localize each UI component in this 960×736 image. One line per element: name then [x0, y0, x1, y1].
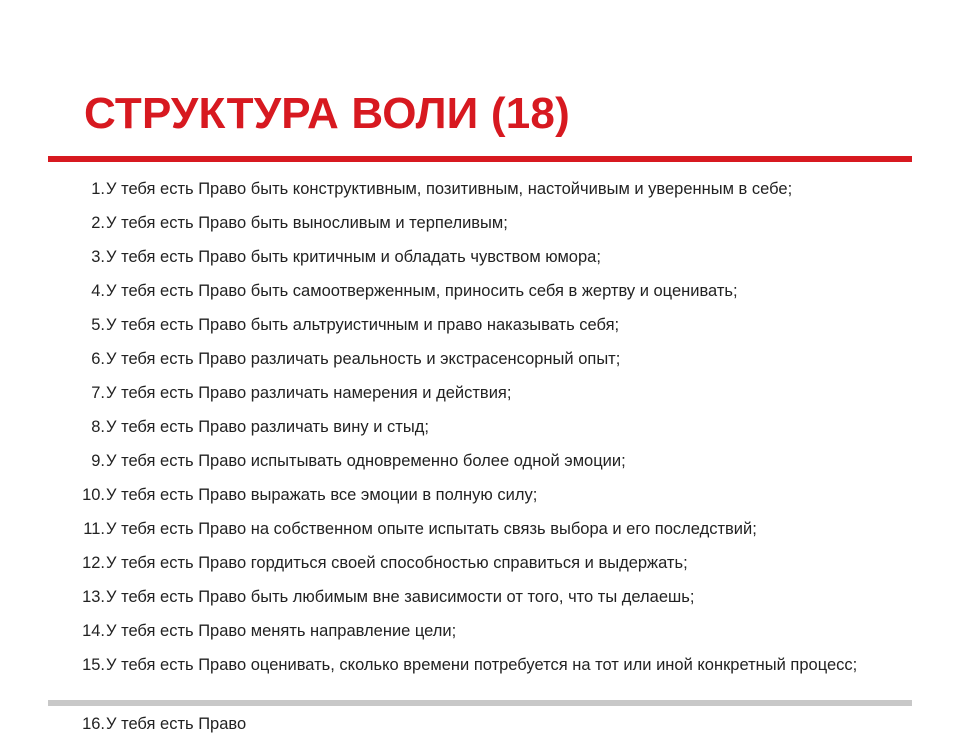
list-item-text: У тебя есть Право быть выносливым и терпеливым; — [106, 214, 508, 232]
list-item — [60, 313, 900, 337]
list-item — [60, 585, 900, 609]
list-item-number: 15. — [82, 656, 105, 674]
list-item-number: 16. — [82, 715, 105, 733]
list-item-number: 7. — [91, 384, 105, 402]
list-item-text: У тебя есть Право различать вину и стыд; — [106, 418, 429, 436]
rights-list — [60, 177, 900, 687]
list-item-number: 4. — [91, 282, 105, 300]
list-item-text: У тебя есть Право оценивать, сколько времени потребуется на тот или иной конкретный процесс; — [106, 656, 858, 674]
footer-bar — [48, 700, 912, 706]
list-item — [60, 483, 900, 507]
list-item — [60, 245, 900, 269]
list-item-number: 14. — [82, 622, 105, 640]
list-item-text: У тебя есть Право быть самоотверженным, приносить себя в жертву и оценивать; — [106, 282, 738, 300]
list-item-number: 12. — [82, 554, 105, 572]
list-item-text: У тебя есть Право испытывать одновременно более одной эмоции; — [106, 452, 626, 470]
list-item — [60, 517, 900, 541]
list-item-number: 11. — [83, 520, 105, 538]
list-item — [60, 177, 900, 201]
list-item-number: 6. — [91, 350, 105, 368]
list-item-number: 10. — [82, 486, 105, 504]
list-item-text: У тебя есть Право различать реальность и экстрасенсорный опыт; — [106, 350, 621, 368]
list-item — [60, 279, 900, 303]
list-item — [60, 381, 900, 405]
list-item-number: 1. — [91, 180, 105, 198]
list-item — [60, 415, 900, 439]
list-item-number: 13. — [82, 588, 105, 606]
list-item-number: 5. — [91, 316, 105, 334]
list-item — [60, 653, 900, 677]
list-item — [60, 449, 900, 473]
list-item-number: 8. — [91, 418, 105, 436]
list-item — [60, 211, 900, 235]
list-item — [60, 347, 900, 371]
list-item-text: У тебя есть Право быть критичным и обладать чувством юмора; — [106, 248, 601, 266]
list-item-text: У тебя есть Право быть альтруистичным и право наказывать себя; — [106, 316, 620, 334]
list-item-text: У тебя есть Право выражать все эмоции в полную силу; — [106, 486, 538, 504]
list-item-text: У тебя есть Право гордиться своей способностью справиться и выдержать; — [106, 554, 688, 572]
list-item-number: 9. — [91, 452, 105, 470]
slide-title: СТРУКТУРА ВОЛИ (18) — [84, 89, 570, 138]
list-item-text: У тебя есть Право на собственном опыте испытать связь выбора и его последствий; — [106, 520, 757, 538]
list-item-text: У тебя есть Право быть конструктивным, позитивным, настойчивым и уверенным в себе; — [106, 180, 793, 198]
list-item-cut-off — [60, 712, 900, 736]
title-underline — [48, 156, 912, 162]
list-item-text: У тебя есть Право — [106, 715, 247, 733]
list-item-number: 2. — [91, 214, 105, 232]
list-item — [60, 551, 900, 575]
list-item-text: У тебя есть Право менять направление цели; — [106, 622, 457, 640]
list-item-text: У тебя есть Право различать намерения и действия; — [106, 384, 512, 402]
list-item-number: 3. — [91, 248, 105, 266]
list-item — [60, 619, 900, 643]
list-item-text: У тебя есть Право быть любимым вне зависимости от того, что ты делаешь; — [106, 588, 695, 606]
